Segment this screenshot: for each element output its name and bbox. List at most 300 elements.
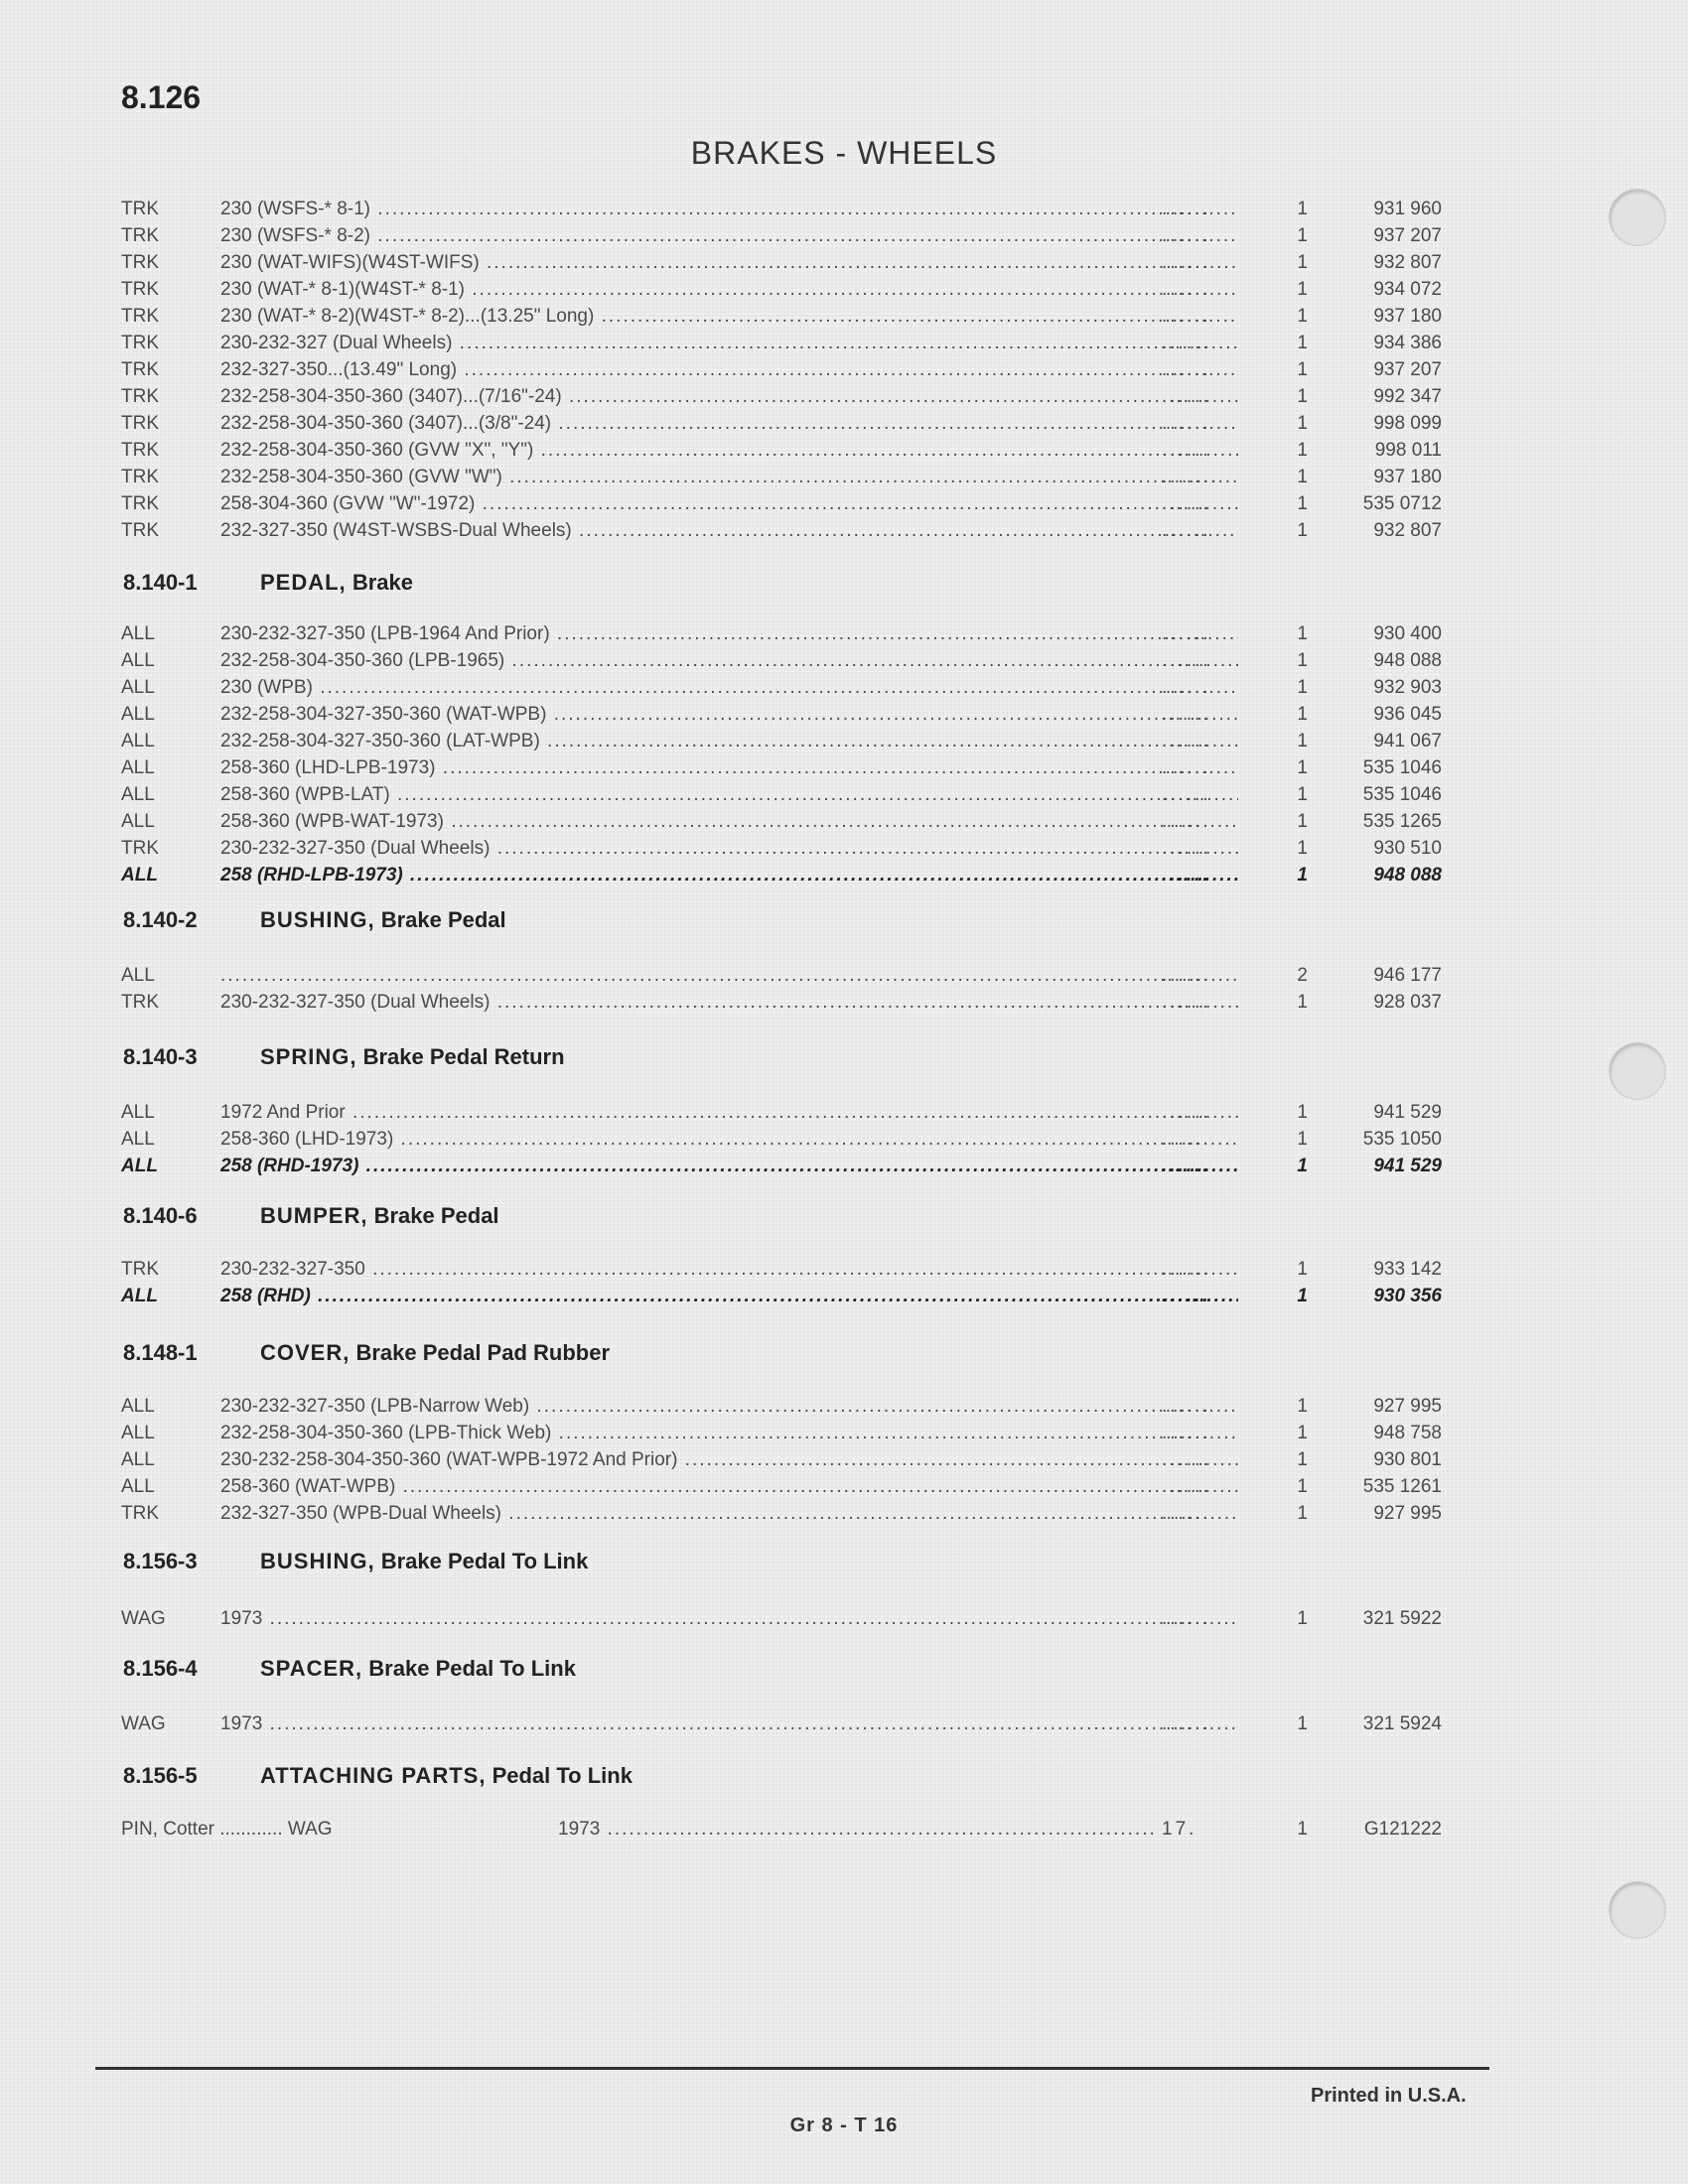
section-number: 8.148-1 <box>123 1340 198 1365</box>
parts-row <box>121 1423 1442 1449</box>
description-text: 258-304-360 (GVW "W"-1972) <box>220 493 476 514</box>
quantity: 1 <box>1297 1423 1308 1443</box>
parts-row <box>121 865 1442 891</box>
dash-leader: 17. <box>1162 1819 1197 1840</box>
model-code: ALL <box>121 811 155 832</box>
model-code: WAG <box>121 1713 166 1734</box>
dash-leader: ...... <box>1162 757 1211 778</box>
dash-leader: ...... <box>1162 440 1211 461</box>
dash-leader: ...... <box>1162 279 1211 300</box>
quantity: 1 <box>1297 467 1308 487</box>
application-description <box>220 784 1238 806</box>
application-description <box>220 704 1238 726</box>
section-name: COVER, <box>260 1340 351 1365</box>
parts-row <box>121 1259 1442 1286</box>
quantity: 1 <box>1297 1156 1308 1176</box>
section-heading <box>123 1044 565 1078</box>
quantity: 1 <box>1297 386 1308 407</box>
dash-leader: ...... <box>1162 413 1211 434</box>
description-text: 258-360 (WPB-WAT-1973) <box>220 811 444 832</box>
dash-leader: ...... <box>1162 1449 1211 1470</box>
quantity: 1 <box>1297 784 1308 805</box>
parts-row <box>121 359 1442 386</box>
section-name: PEDAL, <box>260 570 347 595</box>
section-description: Pedal To Link <box>492 1763 633 1788</box>
section-description: Brake Pedal Return <box>362 1044 565 1069</box>
page-title: BRAKES - WHEELS <box>690 135 998 171</box>
quantity: 1 <box>1297 731 1308 751</box>
model-code: ALL <box>121 1423 155 1443</box>
quantity: 1 <box>1297 1286 1308 1306</box>
quantity: 1 <box>1297 1129 1308 1150</box>
application-description <box>220 1449 1238 1471</box>
model-code: TRK <box>121 838 159 859</box>
parts-row <box>121 225 1442 252</box>
section-number: 8.140-3 <box>123 1044 198 1069</box>
description-text: 232-258-304-350-360 (3407)...(7/16"-24) <box>220 386 562 407</box>
footer-rule <box>95 2067 1489 2070</box>
section-number: 8.140-1 <box>123 570 198 595</box>
dash-leader: ...... <box>1162 1503 1211 1524</box>
part-number: 535 1261 <box>1362 1476 1442 1497</box>
dash-leader: ...... <box>1162 965 1211 986</box>
application-description <box>220 677 1238 699</box>
description-text: 258-360 (LHD-1973) <box>220 1129 394 1150</box>
quantity: 1 <box>1297 992 1308 1013</box>
application-description <box>220 1129 1238 1151</box>
quantity: 1 <box>1297 650 1308 671</box>
dash-leader: ...... <box>1162 1259 1211 1280</box>
description-text: 230 (WAT-* 8-2)(W4ST-* 8-2)...(13.25" Long) <box>220 306 595 327</box>
part-number: 937 180 <box>1373 467 1442 487</box>
dash-leader: ...... <box>1162 493 1211 514</box>
parts-row <box>121 1396 1442 1423</box>
description-text: 232-258-304-350-360 (GVW "X", "Y") <box>220 440 534 461</box>
model-code: TRK <box>121 199 159 219</box>
model-code: ALL <box>121 1476 155 1497</box>
part-number: 927 995 <box>1373 1396 1442 1417</box>
dash-leader: ...... <box>1162 731 1211 751</box>
section-heading <box>123 1203 499 1237</box>
quantity: 1 <box>1297 413 1308 434</box>
quantity: 1 <box>1297 1608 1308 1629</box>
application-description <box>220 1423 1238 1444</box>
parts-row <box>121 1476 1442 1503</box>
model-code: TRK <box>121 306 159 327</box>
parts-row <box>121 1156 1442 1182</box>
application-description <box>220 493 1238 515</box>
parts-row <box>121 1129 1442 1156</box>
parts-row <box>121 467 1442 493</box>
model-code: ALL <box>121 1102 155 1123</box>
section-heading <box>123 1340 610 1374</box>
description-text: 230 (WPB) <box>220 677 313 698</box>
part-number: 932 807 <box>1373 252 1442 273</box>
description-text: 232-327-350...(13.49" Long) <box>220 359 458 380</box>
section-description: Brake Pedal <box>373 1203 499 1228</box>
quantity: 1 <box>1297 279 1308 300</box>
quantity: 1 <box>1297 333 1308 353</box>
quantity: 1 <box>1297 1819 1308 1840</box>
description-text: 258-360 (LHD-LPB-1973) <box>220 757 436 778</box>
section-heading <box>123 570 413 604</box>
model-code: WAG <box>121 1608 166 1629</box>
part-number: 992 347 <box>1373 386 1442 407</box>
application-description <box>220 623 1238 645</box>
dash-leader: ...... <box>1162 1156 1211 1176</box>
part-number: 535 0712 <box>1362 493 1442 514</box>
part-number: 937 180 <box>1373 306 1442 327</box>
model-code: ALL <box>121 1286 158 1306</box>
parts-row <box>121 965 1442 992</box>
dash-leader: ...... <box>1162 1713 1211 1734</box>
parts-row <box>121 1608 1442 1635</box>
description-text: 1972 And Prior <box>220 1102 346 1123</box>
model-code: ALL <box>121 704 155 725</box>
part-number: 930 510 <box>1373 838 1442 859</box>
group-reference: Gr 8 - T 16 <box>789 2115 899 2136</box>
quantity: 1 <box>1297 1396 1308 1417</box>
section-number: 8.140-6 <box>123 1203 198 1228</box>
dash-leader: ...... <box>1162 1102 1211 1123</box>
parts-row <box>121 1819 1442 1845</box>
description-text: 232-258-304-327-350-360 (LAT-WPB) <box>220 731 540 751</box>
parts-row <box>121 1102 1442 1129</box>
model-code: TRK <box>121 467 159 487</box>
parts-row <box>121 520 1442 547</box>
description-text: 232-327-350 (WPB-Dual Wheels) <box>220 1503 502 1524</box>
description-text: 230-232-327-350 <box>220 1259 365 1280</box>
section-heading <box>123 1763 633 1797</box>
section-name: ATTACHING PARTS, <box>260 1763 487 1788</box>
parts-row <box>121 306 1442 333</box>
parts-row <box>121 1286 1442 1312</box>
part-number: 535 1046 <box>1362 757 1442 778</box>
dash-leader: ...... <box>1162 1396 1211 1417</box>
section-name: SPRING, <box>260 1044 357 1069</box>
model-code: TRK <box>121 493 159 514</box>
parts-row <box>121 1503 1442 1530</box>
dash-leader: ...... <box>1162 838 1211 859</box>
page-number: 8.126 <box>121 79 202 115</box>
model-code: ALL <box>121 757 155 778</box>
part-number: 321 5924 <box>1362 1713 1442 1734</box>
parts-row <box>121 838 1442 865</box>
application-description <box>220 811 1238 833</box>
quantity: 1 <box>1297 811 1308 832</box>
quantity: 1 <box>1297 493 1308 514</box>
parts-row <box>121 731 1442 757</box>
parts-row <box>121 811 1442 838</box>
parts-row <box>121 757 1442 784</box>
model-code: ALL <box>121 865 158 886</box>
model-code: TRK <box>121 1259 159 1280</box>
model-code: TRK <box>121 333 159 353</box>
part-number: 998 099 <box>1373 413 1442 434</box>
description-text: 232-327-350 (W4ST-WSBS-Dual Wheels) <box>220 520 572 541</box>
part-number: 535 1046 <box>1362 784 1442 805</box>
model-code: PIN, Cotter ............ WAG <box>121 1819 333 1840</box>
section-name: SPACER, <box>260 1656 363 1681</box>
application-description <box>220 520 1238 542</box>
dash-leader: ...... <box>1162 1129 1211 1150</box>
section-description: Brake <box>352 570 413 595</box>
application-description <box>220 965 1238 987</box>
dash-leader: ...... <box>1162 865 1211 886</box>
quantity: 1 <box>1297 757 1308 778</box>
parts-row <box>121 1449 1442 1476</box>
description-text: 1973 <box>220 1713 263 1734</box>
dash-leader: ...... <box>1162 359 1211 380</box>
application-description <box>220 279 1238 301</box>
application-description <box>220 1156 1238 1177</box>
parts-row <box>121 493 1442 520</box>
parts-row <box>121 650 1442 677</box>
dash-leader: ...... <box>1162 306 1211 327</box>
application-description <box>220 1286 1238 1307</box>
part-number: 930 801 <box>1373 1449 1442 1470</box>
model-code: ALL <box>121 677 155 698</box>
section-number: 8.140-2 <box>123 907 198 932</box>
quantity: 1 <box>1297 1476 1308 1497</box>
quantity: 1 <box>1297 677 1308 698</box>
model-code: TRK <box>121 252 159 273</box>
section-name: BUMPER, <box>260 1203 368 1228</box>
quantity: 1 <box>1297 865 1308 886</box>
parts-row <box>121 413 1442 440</box>
parts-row <box>121 440 1442 467</box>
application-description <box>220 650 1238 672</box>
application-description <box>220 440 1238 462</box>
model-code: TRK <box>121 359 159 380</box>
description-text: 230-232-327 (Dual Wheels) <box>220 333 453 353</box>
binder-hole <box>1609 1042 1666 1100</box>
description-text: 258-360 (WAT-WPB) <box>220 1476 396 1497</box>
model-code: TRK <box>121 440 159 461</box>
description-text: 230-232-258-304-350-360 (WAT-WPB-1972 And Prior) <box>220 1449 678 1470</box>
description-text: 232-258-304-350-360 (GVW "W") <box>220 467 502 487</box>
section-heading <box>123 1549 588 1582</box>
model-code: TRK <box>121 520 159 541</box>
parts-row <box>121 992 1442 1019</box>
description-text: 1973 <box>220 1608 263 1629</box>
quantity: 1 <box>1297 623 1308 644</box>
part-number: 930 400 <box>1373 623 1442 644</box>
model-code: TRK <box>121 386 159 407</box>
part-number: 928 037 <box>1373 992 1442 1013</box>
model-code: TRK <box>121 413 159 434</box>
part-number: 948 088 <box>1373 650 1442 671</box>
part-number: 946 177 <box>1373 965 1442 986</box>
application-description <box>220 467 1238 488</box>
application-description <box>220 333 1238 354</box>
quantity: 1 <box>1297 252 1308 273</box>
section-heading <box>123 1656 576 1690</box>
dash-leader: ...... <box>1162 1476 1211 1497</box>
dash-leader: ...... <box>1162 1286 1211 1306</box>
dash-leader: ...... <box>1162 992 1211 1013</box>
section-description: Brake Pedal Pad Rubber <box>355 1340 611 1365</box>
section-description: Brake Pedal To Link <box>368 1656 576 1681</box>
application-description <box>220 992 1238 1014</box>
quantity: 1 <box>1297 1259 1308 1280</box>
model-code: ALL <box>121 784 155 805</box>
part-number: 941 529 <box>1373 1102 1442 1123</box>
model-code: TRK <box>121 1503 159 1524</box>
parts-row <box>121 623 1442 650</box>
application-description <box>220 306 1238 328</box>
part-number: 936 045 <box>1373 704 1442 725</box>
description-text: 230-232-327-350 (LPB-Narrow Web) <box>220 1396 530 1417</box>
description-text: 258 (RHD-1973) <box>220 1156 359 1176</box>
application-description <box>220 757 1238 779</box>
description-text: 258 (RHD-LPB-1973) <box>220 865 403 886</box>
model-code: ALL <box>121 1396 155 1417</box>
dash-leader: ...... <box>1162 704 1211 725</box>
application-description <box>220 1102 1238 1124</box>
description-text: 1973 <box>558 1819 601 1840</box>
part-number: 535 1265 <box>1362 811 1442 832</box>
application-description <box>220 1608 1238 1630</box>
description-text: 232-258-304-350-360 (LPB-Thick Web) <box>220 1423 552 1443</box>
part-number: 933 142 <box>1373 1259 1442 1280</box>
description-text: 230 (WSFS-* 8-1) <box>220 199 370 219</box>
dash-leader: ...... <box>1162 784 1211 805</box>
application-description <box>220 1503 1238 1525</box>
part-number: 932 807 <box>1373 520 1442 541</box>
binder-hole <box>1609 189 1666 246</box>
section-name: BUSHING, <box>260 907 375 932</box>
dash-leader: ...... <box>1162 677 1211 698</box>
model-code: ALL <box>121 1129 155 1150</box>
description-text: 230 (WAT-WIFS)(W4ST-WIFS) <box>220 252 480 273</box>
parts-row <box>121 386 1442 413</box>
part-number: 931 960 <box>1373 199 1442 219</box>
model-code: ALL <box>121 731 155 751</box>
model-code: ALL <box>121 623 155 644</box>
parts-row <box>121 199 1442 225</box>
description-text: 230-232-327-350 (LPB-1964 And Prior) <box>220 623 550 644</box>
application-description <box>220 731 1238 752</box>
dash-leader: ...... <box>1162 650 1211 671</box>
section-number: 8.156-4 <box>123 1656 198 1681</box>
quantity: 1 <box>1297 306 1308 327</box>
model-code: TRK <box>121 992 159 1013</box>
application-description <box>220 252 1238 274</box>
model-code: ALL <box>121 650 155 671</box>
dash-leader: ...... <box>1162 623 1211 644</box>
part-number: 930 356 <box>1373 1286 1442 1306</box>
dash-leader: ...... <box>1162 225 1211 246</box>
description-text: 232-258-304-327-350-360 (WAT-WPB) <box>220 704 547 725</box>
quantity: 1 <box>1297 1713 1308 1734</box>
parts-row <box>121 1713 1442 1740</box>
part-number: 937 207 <box>1373 225 1442 246</box>
model-code: ALL <box>121 965 155 986</box>
quantity: 1 <box>1297 1449 1308 1470</box>
printed-note: Printed in U.S.A. <box>1311 2085 1467 2107</box>
section-description: Brake Pedal <box>380 907 506 932</box>
application-description <box>220 838 1238 860</box>
model-code: ALL <box>121 1449 155 1470</box>
description-text: 258-360 (WPB-LAT) <box>220 784 390 805</box>
application-description <box>220 199 1238 220</box>
description-text: 232-258-304-350-360 (LPB-1965) <box>220 650 505 671</box>
binder-hole <box>1609 1881 1666 1939</box>
part-number: 927 995 <box>1373 1503 1442 1524</box>
model-code: ALL <box>121 1156 158 1176</box>
dash-leader: ....... <box>1162 467 1219 487</box>
quantity: 1 <box>1297 1503 1308 1524</box>
quantity: 2 <box>1297 965 1308 986</box>
part-number: 948 758 <box>1373 1423 1442 1443</box>
quantity: 1 <box>1297 838 1308 859</box>
quantity: 1 <box>1297 359 1308 380</box>
description-text: 230 (WAT-* 8-1)(W4ST-* 8-1) <box>220 279 465 300</box>
part-number: 934 386 <box>1373 333 1442 353</box>
section-number: 8.156-5 <box>123 1763 198 1788</box>
quantity: 1 <box>1297 225 1308 246</box>
description-text: 230-232-327-350 (Dual Wheels) <box>220 838 491 859</box>
description-text: 258 (RHD) <box>220 1286 311 1306</box>
application-description <box>220 225 1238 247</box>
application-description <box>220 359 1238 381</box>
dash-leader: ...... <box>1162 1423 1211 1443</box>
application-description <box>220 386 1238 408</box>
dash-leader: ...... <box>1162 333 1211 353</box>
part-number: 535 1050 <box>1362 1129 1442 1150</box>
quantity: 1 <box>1297 1102 1308 1123</box>
application-description <box>220 1396 1238 1418</box>
section-number: 8.156-3 <box>123 1549 198 1573</box>
parts-row <box>121 252 1442 279</box>
part-number: 941 529 <box>1373 1156 1442 1176</box>
parts-row <box>121 279 1442 306</box>
quantity: 1 <box>1297 520 1308 541</box>
quantity: 1 <box>1297 704 1308 725</box>
application-description <box>220 1259 1238 1281</box>
part-number: 948 088 <box>1373 865 1442 886</box>
section-heading <box>123 907 506 941</box>
part-number: 941 067 <box>1373 731 1442 751</box>
application-description <box>220 1713 1238 1735</box>
dash-leader: ...... <box>1162 252 1211 273</box>
section-name: BUSHING, <box>260 1549 375 1573</box>
part-number: 998 011 <box>1374 440 1442 461</box>
part-number: G121222 <box>1363 1819 1442 1840</box>
model-code: TRK <box>121 225 159 246</box>
description-text: 232-258-304-350-360 (3407)...(3/8"-24) <box>220 413 552 434</box>
parts-row <box>121 704 1442 731</box>
quantity: 1 <box>1297 440 1308 461</box>
application-description <box>220 1476 1238 1498</box>
part-number: 937 207 <box>1373 359 1442 380</box>
dash-leader: ...... <box>1162 811 1211 832</box>
application-description <box>220 413 1238 435</box>
dash-leader: ...... <box>1162 1608 1211 1629</box>
parts-row <box>121 784 1442 811</box>
part-number: 932 903 <box>1373 677 1442 698</box>
quantity: 1 <box>1297 199 1308 219</box>
dash-leader: ...... <box>1162 199 1211 219</box>
dash-leader: ...... <box>1162 386 1211 407</box>
model-code: TRK <box>121 279 159 300</box>
section-description: Brake Pedal To Link <box>380 1549 589 1573</box>
parts-row <box>121 333 1442 359</box>
part-number: 934 072 <box>1373 279 1442 300</box>
description-text: 230 (WSFS-* 8-2) <box>220 225 370 246</box>
dash-leader: ...... <box>1162 520 1211 541</box>
